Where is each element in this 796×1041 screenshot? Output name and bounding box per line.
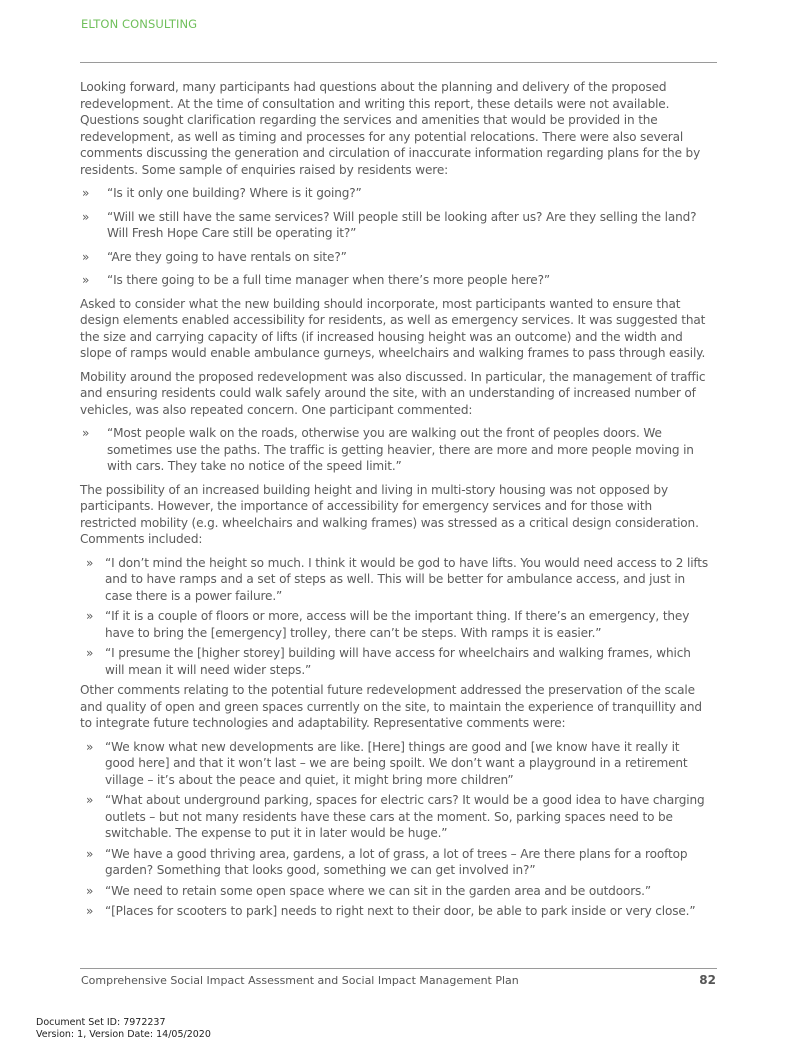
bullet-chevron-icon: » <box>86 555 94 570</box>
footer-divider <box>80 968 717 969</box>
quote-text: “I presume the [higher storey] building will have access for wheelchairs and walking frames, which will mean it will need wider steps.” <box>105 646 691 677</box>
document-metadata <box>36 1017 211 1041</box>
quote-text: “We have a good thriving area, gardens, a lot of grass, a lot of trees – Are there plans for a rooftop garden? Something that looks good, something we can get involved in?” <box>105 846 688 877</box>
quote-text: “What about underground parking, spaces for electric cars? It would be a good idea to have charging outlets – but not many residents have these cars at the moment. So, parking spaces need to be switchable. The expense to put it in later would be huge.” <box>105 793 705 840</box>
quote-item <box>80 185 712 202</box>
paragraph-open-space: Other comments relating to the potential future redevelopment addressed the preservation of the scale and quality of open and green spaces currently on the site, to maintain the experience of tranquillity and to integrate future technologies and adaptability. Representative comments were: <box>80 683 702 730</box>
quote-text: “We need to retain some open space where we can sit in the garden area and be outdoors.” <box>105 883 651 898</box>
quote-text: “Most people walk on the roads, otherwise you are walking out the front of peoples doors. We sometimes use the paths. The traffic is getting heavier, there are more and more people moving in with cars. They take no notice of the speed limit.” <box>107 426 694 473</box>
paragraph-planning: Looking forward, many participants had questions about the planning and delivery of the proposed redevelopment. At the time of consultation and writing this report, these details were not available. Questions sought clarification regarding the services and amenities that would be provided in the redevelopment, as well as timing and processes for any potential relocations. There were also several comments discussing the generation and circulation of inaccurate information regarding plans for the by residents. Some sample of enquiries raised by residents were: <box>80 80 701 177</box>
bullet-chevron-icon: » <box>86 793 94 807</box>
quote-item <box>80 209 712 242</box>
paragraph-accessibility: Asked to consider what the new building should incorporate, most participants wanted to ensure that design elements enabled accessibility for residents, as well as emergency services. It was suggested that the size and carrying capacity of lifts (if increased housing height was an outcome) and the width and slope of ramps would enable ambulance gurneys, wheelchairs and walking frames to pass through easily. <box>80 296 706 360</box>
quote-list-open-space <box>80 739 712 920</box>
quote-item <box>80 425 712 475</box>
document-version: Version: 1, Version Date: 14/05/2020 <box>36 1029 211 1040</box>
bullet-chevron-icon: » <box>86 646 94 660</box>
quote-item <box>80 272 712 289</box>
quote-item <box>80 555 712 605</box>
quote-text: “We know what new developments are like. [Here] things are good and [we know have it really it good here] and that it won’t last – we are being spoilt. We don’t want a playground in a retirement village – it’s about the peace and quiet, it might bring more children” <box>105 739 688 787</box>
bullet-chevron-icon: » <box>82 186 90 200</box>
bullet-chevron-icon: » <box>82 426 90 440</box>
bullet-chevron-icon: » <box>86 904 94 918</box>
header-divider <box>80 62 717 63</box>
quote-item <box>80 846 712 879</box>
bullet-chevron-icon: » <box>86 739 94 754</box>
page-content <box>80 79 712 924</box>
quote-text: “Is there going to be a full time manager when there’s more people here?” <box>107 273 550 287</box>
document-set-id: Document Set ID: 7972237 <box>36 1017 166 1028</box>
quote-text: “Is it only one building? Where is it going?” <box>107 186 362 200</box>
bullet-chevron-icon: » <box>82 273 90 287</box>
page-number: 82 <box>699 973 716 987</box>
quote-item <box>80 608 712 641</box>
quote-item <box>80 249 712 266</box>
quote-list-height <box>80 555 712 679</box>
quote-item <box>80 645 712 678</box>
quote-text: “Are they going to have rentals on site?” <box>107 249 347 264</box>
bullet-chevron-icon: » <box>86 883 94 898</box>
bullet-chevron-icon: » <box>86 609 94 623</box>
bullet-chevron-icon: » <box>86 846 94 861</box>
quote-item <box>80 739 712 789</box>
quote-text: “I don’t mind the height so much. I think it would be god to have lifts. You would need access to 2 lifts and to have ramps and a set of steps as well. This will be better for ambulance access, and just in case there is a power failure.” <box>105 555 709 603</box>
quote-item <box>80 903 712 920</box>
quote-text: “Will we still have the same services? Will people still be looking after us? Are they selling the land? Will Fresh Hope Care still be operating it?” <box>107 209 697 240</box>
header-company: ELTON CONSULTING <box>81 17 198 31</box>
quote-list-mobility <box>80 425 712 475</box>
quote-item <box>80 792 712 842</box>
quote-item <box>80 883 712 900</box>
paragraph-mobility: Mobility around the proposed redevelopment was also discussed. In particular, the management of traffic and ensuring residents could walk safely around the site, with an understanding of increased number of vehicles, was also repeated concern. One participant commented: <box>80 369 706 417</box>
bullet-chevron-icon: » <box>82 209 90 224</box>
quote-list-enquiries <box>80 185 712 289</box>
quote-text: “[Places for scooters to park] needs to right next to their door, be able to park inside or very close.” <box>105 904 696 918</box>
paragraph-height: The possibility of an increased building height and living in multi-story housing was not opposed by participants. However, the importance of accessibility for emergency services and for those with restricted mobility (e.g. wheelchairs and walking frames) was stressed as a critical design consideration. Comments included: <box>80 482 699 546</box>
quote-text: “If it is a couple of floors or more, access will be the important thing. If there’s an emergency, they have to bring the [emergency] trolley, there can’t be steps. With ramps it is easier.” <box>105 609 690 640</box>
bullet-chevron-icon: » <box>82 249 90 264</box>
footer-title: Comprehensive Social Impact Assessment and Social Impact Management Plan <box>81 974 519 987</box>
